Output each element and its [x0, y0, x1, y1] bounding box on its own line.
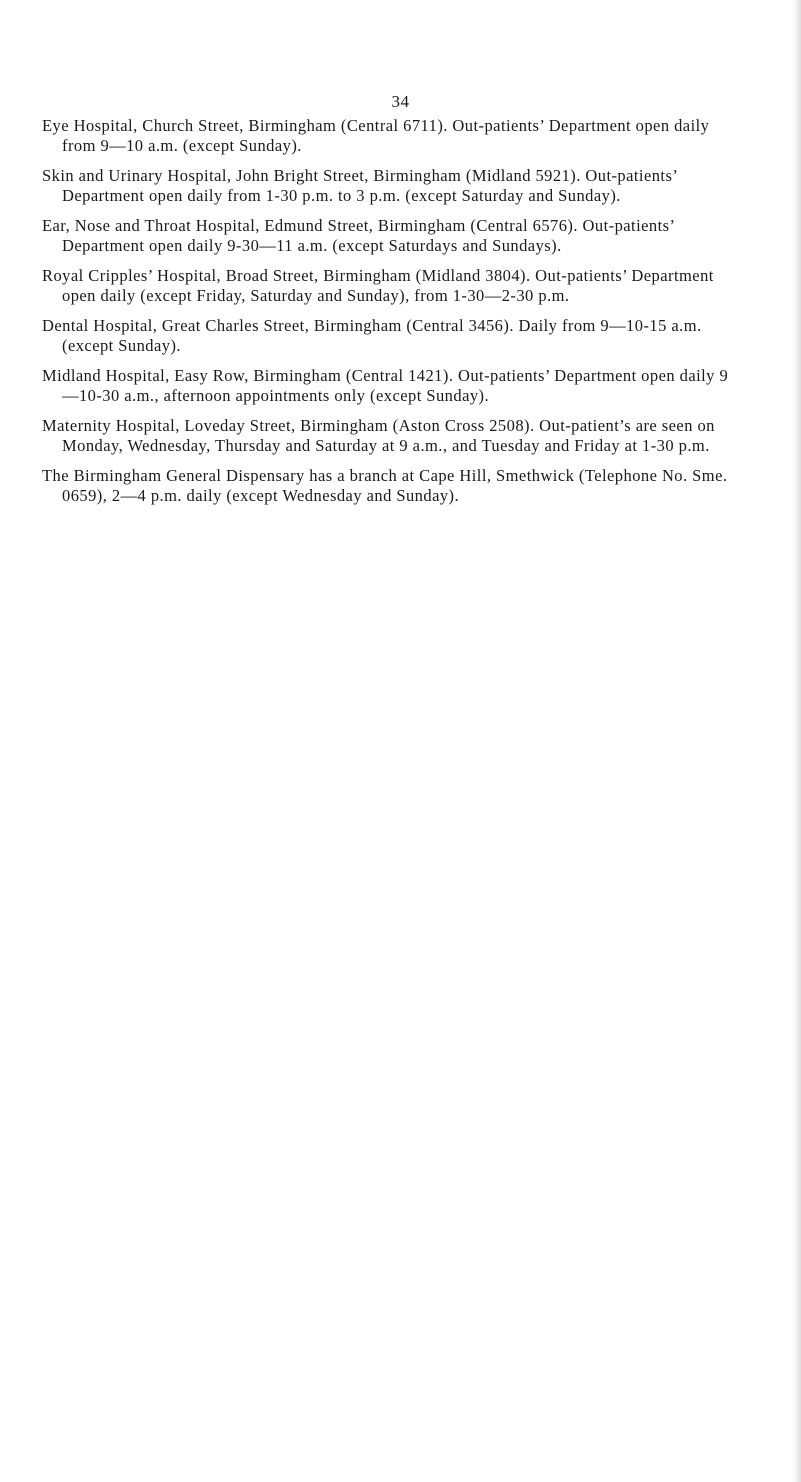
entry-royal-cripples-hospital: Royal Cripples’ Hospital, Broad Street, Birmingham (Midland 3804). Out-patients’ Department open daily (except Friday, Saturday and Sunday), from 1-30—2-30 p.m.	[42, 266, 714, 305]
entry-ear-nose-throat-hospital: Ear, Nose and Throat Hospital, Edmund Street, Birmingham (Central 6576). Out-patients’ Department open daily 9-30—11 a.m. (except Saturdays and Sundays).	[42, 216, 675, 255]
page-edge-shadow	[793, 0, 801, 1482]
entry-skin-urinary-hospital: Skin and Urinary Hospital, John Bright Street, Birmingham (Midland 5921). Out-patients’ Department open daily from 1-30 p.m. to 3 p.m. (except Saturday and Sunday).	[42, 166, 678, 205]
hospital-list	[42, 116, 742, 516]
entry-midland-hospital: Midland Hospital, Easy Row, Birmingham (Central 1421). Out-patients’ Department open daily 9—10-30 a.m., afternoon appointments only (except Sunday).	[42, 366, 729, 405]
entry-general-dispensary: The Birmingham General Dispensary has a branch at Cape Hill, Smethwick (Telephone No. Sme. 0659), 2—4 p.m. daily (except Wednesday and Sunday).	[42, 466, 728, 505]
entry-maternity-hospital: Maternity Hospital, Loveday Street, Birmingham (Aston Cross 2508). Out-patient’s are seen on Monday, Wednesday, Thursday and Saturday at 9 a.m., and Tuesday and Friday at 1-30 p.m.	[42, 416, 715, 455]
page-number: 34	[391, 92, 410, 111]
entry-dental-hospital: Dental Hospital, Great Charles Street, Birmingham (Central 3456). Daily from 9—10-15 a.m. (except Sunday).	[42, 316, 702, 355]
entry-eye-hospital: Eye Hospital, Church Street, Birmingham (Central 6711). Out-patients’ Department open daily from 9—10 a.m. (except Sunday).	[42, 116, 710, 155]
